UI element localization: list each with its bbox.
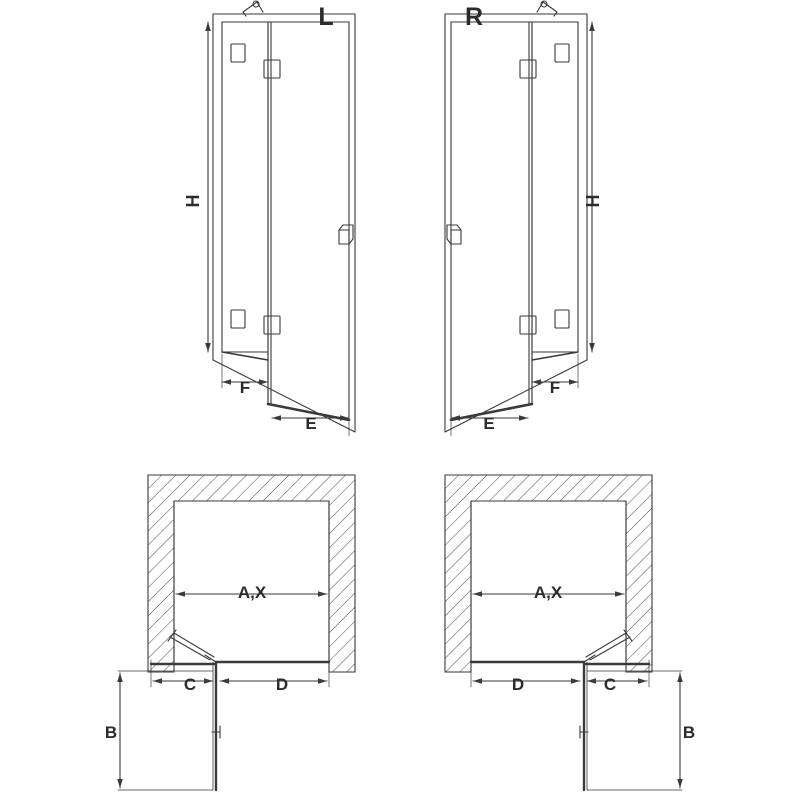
hand-label-left: L <box>318 3 334 31</box>
dimension-label-ax-right: A,X <box>533 583 563 602</box>
dimension-label-d-left: D <box>275 675 289 694</box>
plan-view-right <box>445 475 682 790</box>
front-view-right <box>445 1 592 436</box>
hand-label-right: R <box>464 3 484 31</box>
plan-view-left <box>118 475 355 790</box>
dimension-label-c-left: C <box>183 675 197 694</box>
dimension-label-f-left: F <box>239 378 251 397</box>
dimension-label-e-left: E <box>305 414 317 433</box>
dimension-label-c-right: C <box>603 675 617 694</box>
dimension-label-d-right: D <box>511 675 525 694</box>
dimension-label-e-right: E <box>483 414 495 433</box>
front-view-left <box>208 1 355 436</box>
dimension-label-b-right: B <box>682 723 696 742</box>
dimension-label-b-left: B <box>104 723 118 742</box>
dimension-label-h-left: H <box>183 194 203 208</box>
dimension-label-ax-left: A,X <box>237 583 267 602</box>
dimension-label-f-right: F <box>549 378 561 397</box>
dimension-label-h-right: H <box>583 194 603 208</box>
